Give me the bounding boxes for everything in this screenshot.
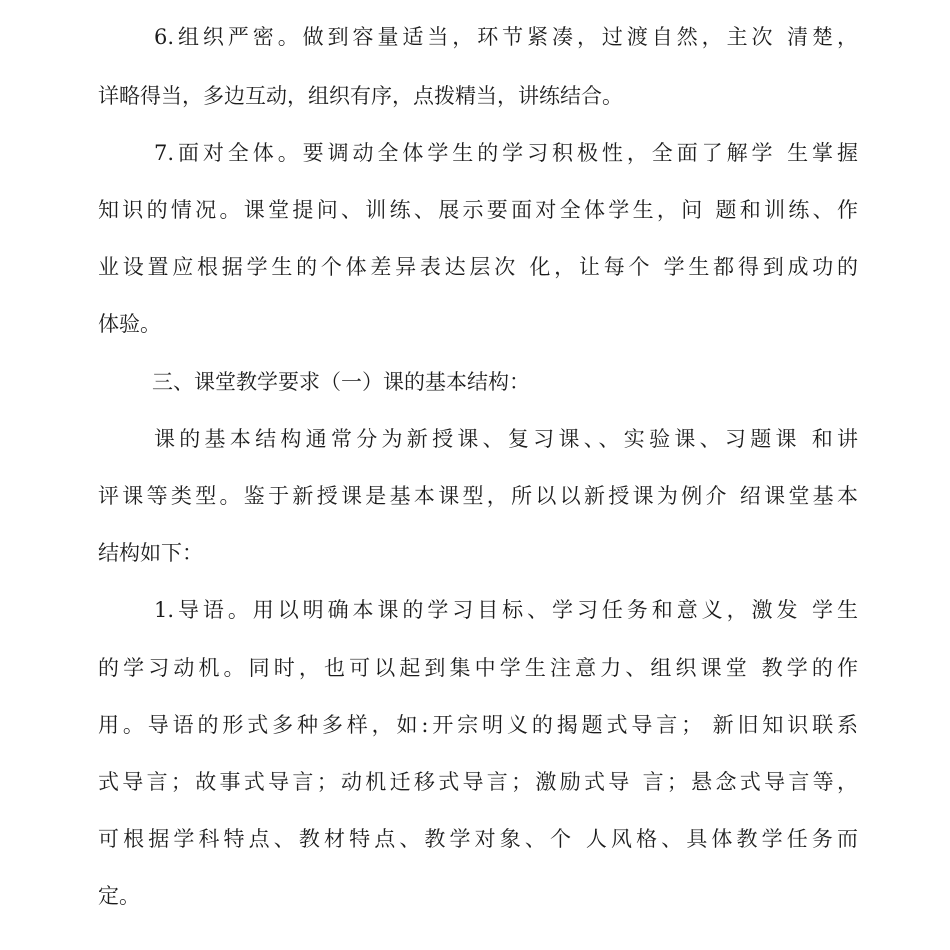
section-heading: 三、课堂教学要求（一）课的基本结构： (152, 370, 530, 394)
paragraph-line: 1.导语。用以明确本课的学习目标、学习任务和意义，激发 学生 (154, 598, 858, 622)
paragraph-line: 知识的情况。课堂提问、训练、展示要面对全体学生，问 题和训练、作 (98, 198, 858, 222)
paragraph-line: 详略得当，多边互动，组织有序，点拨精当，讲练结合。 (98, 84, 623, 108)
paragraph-line: 式导言；故事式导言；动机迁移式导言；激励式导 言；悬念式导言等， (98, 770, 858, 794)
paragraph-line: 业设置应根据学生的个体差异表达层次 化，让每个 学生都得到成功的 (98, 255, 858, 279)
paragraph-line: 体验。 (98, 312, 161, 336)
paragraph-line: 6.组织严密。做到容量适当，环节紧凑，过渡自然，主次 清楚， (154, 25, 858, 49)
paragraph-line: 用。导语的形式多种多样，如:开宗明义的揭题式导言； 新旧知识联系 (98, 713, 858, 737)
paragraph-line: 的学习动机。同时，也可以起到集中学生注意力、组织课堂 教学的作 (98, 656, 858, 680)
paragraph-line: 可根据学科特点、教材特点、教学对象、个 人风格、具体教学任务而 (98, 827, 858, 851)
paragraph-line: 课的基本结构通常分为新授课、复习课、、实验课、习题课 和讲 (154, 427, 858, 451)
paragraph-line: 结构如下： (98, 541, 203, 565)
paragraph-line: 7.面对全体。要调动全体学生的学习积极性，全面了解学 生掌握 (154, 141, 858, 165)
paragraph-line: 定。 (98, 884, 140, 908)
paragraph-line: 评课等类型。鉴于新授课是基本课型，所以以新授课为例介 绍课堂基本 (98, 484, 858, 508)
